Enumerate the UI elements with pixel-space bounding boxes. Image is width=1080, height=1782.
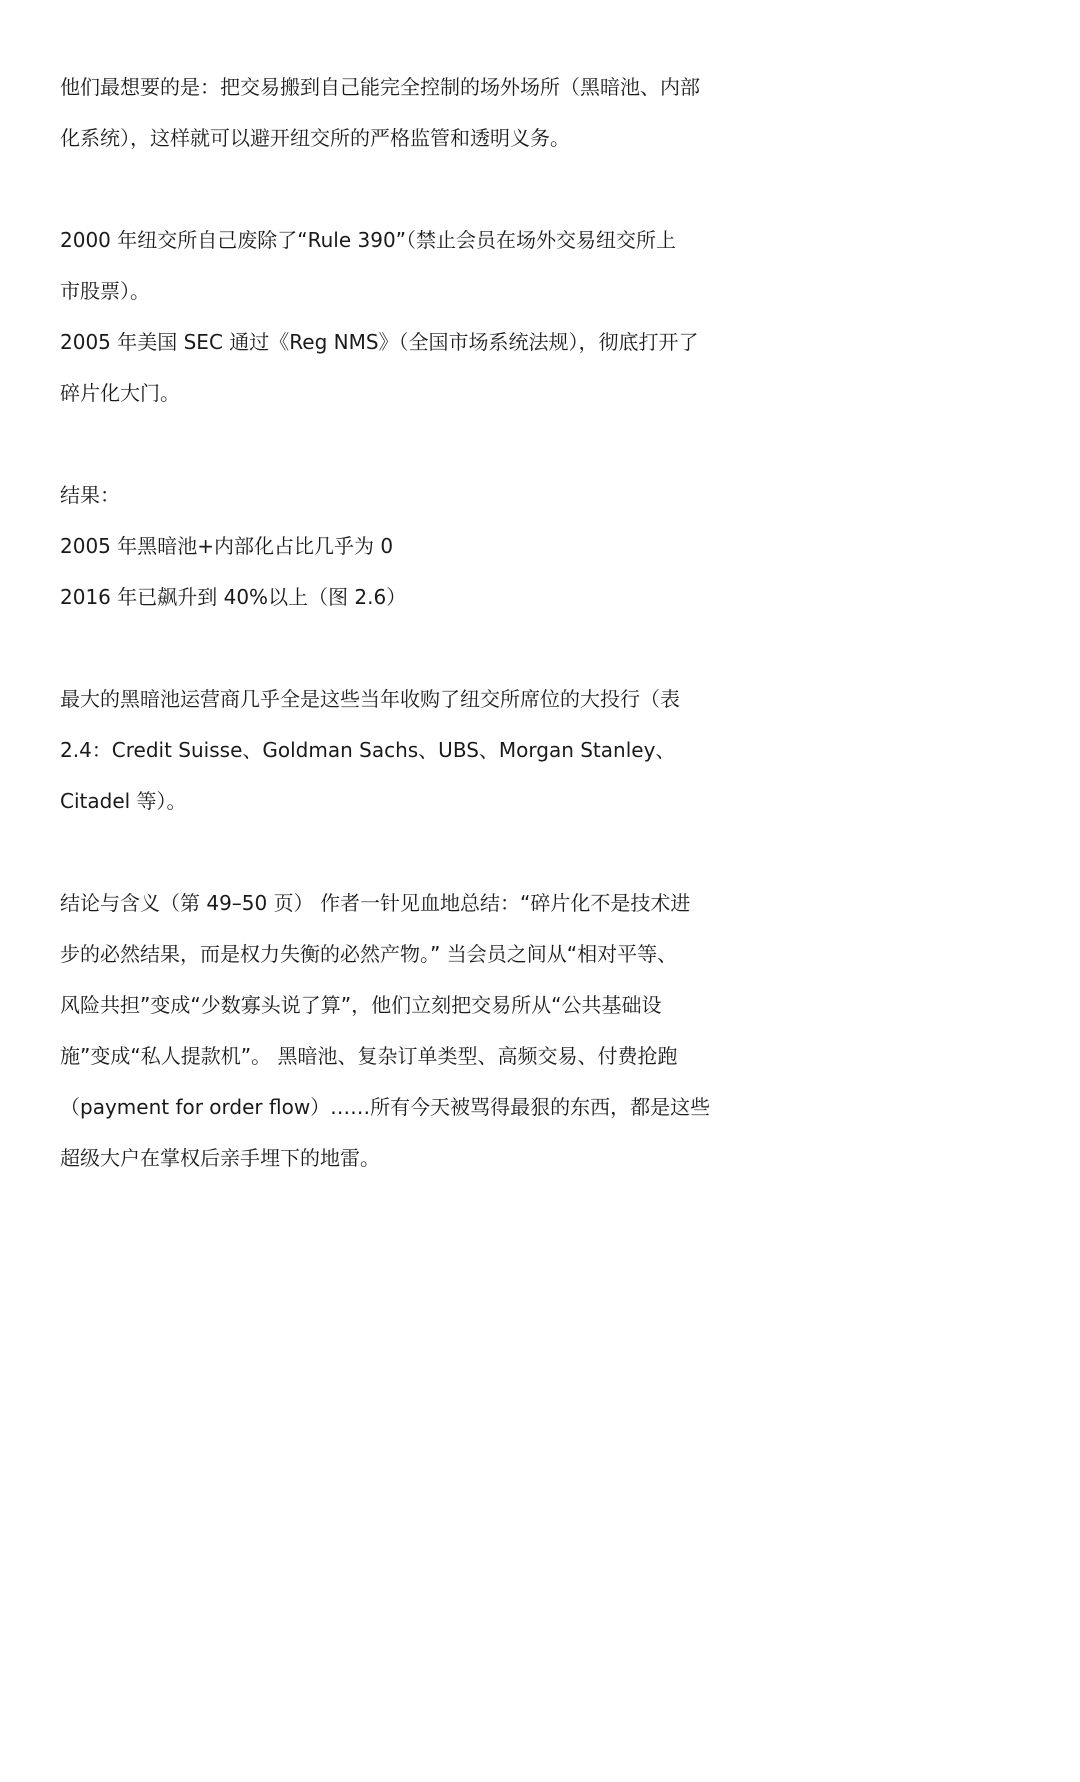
paragraph-results (60, 470, 1022, 623)
text-line: 风险共担”变成“少数寡头说了算”，他们立刻把交易所从“公共基础设 (60, 993, 662, 1017)
text-line: 2016 年已飙升到 40%以上（图 2.6） (60, 585, 407, 609)
paragraph-motive (60, 62, 1022, 164)
text-line: 2.4：Credit Suisse、Goldman Sachs、UBS、Morgan Stanley、 (60, 738, 676, 762)
paragraph-conclusion (60, 878, 1022, 1184)
text-line: 施”变成“私人提款机”。 黑暗池、复杂订单类型、高频交易、付费抢跑 (60, 1044, 678, 1068)
text-line: 2000 年纽交所自己废除了“Rule 390”（禁止会员在场外交易纽交所上 (60, 228, 677, 252)
paragraph-rule-changes (60, 215, 1022, 419)
text-line: 最大的黑暗池运营商几乎全是这些当年收购了纽交所席位的大投行（表 (60, 687, 680, 711)
text-line: Citadel 等）。 (60, 789, 187, 813)
text-line: 2005 年黑暗池+内部化占比几乎为 0 (60, 534, 394, 558)
text-line: 结果： (60, 483, 120, 507)
paragraph-operators (60, 674, 1022, 827)
text-line: 结论与含义（第 49–50 页） 作者一针见血地总结：“碎片化不是技术进 (60, 891, 691, 915)
text-line: 2005 年美国 SEC 通过《Reg NMS》（全国市场系统法规），彻底打开了 (60, 330, 699, 354)
text-line: 他们最想要的是：把交易搬到自己能完全控制的场外场所（黑暗池、内部 (60, 75, 700, 99)
text-line: 碎片化大门。 (60, 381, 180, 405)
text-line: 化系统），这样就可以避开纽交所的严格监管和透明义务。 (60, 126, 570, 150)
text-line: 市股票）。 (60, 279, 150, 303)
text-line: 超级大户在掌权后亲手埋下的地雷。 (60, 1146, 380, 1170)
text-line: 步的必然结果，而是权力失衡的必然产物。” 当会员之间从“相对平等、 (60, 942, 678, 966)
text-line: （payment for order flow）……所有今天被骂得最狠的东西，都是这些 (60, 1095, 711, 1119)
document-body (60, 62, 1022, 1235)
